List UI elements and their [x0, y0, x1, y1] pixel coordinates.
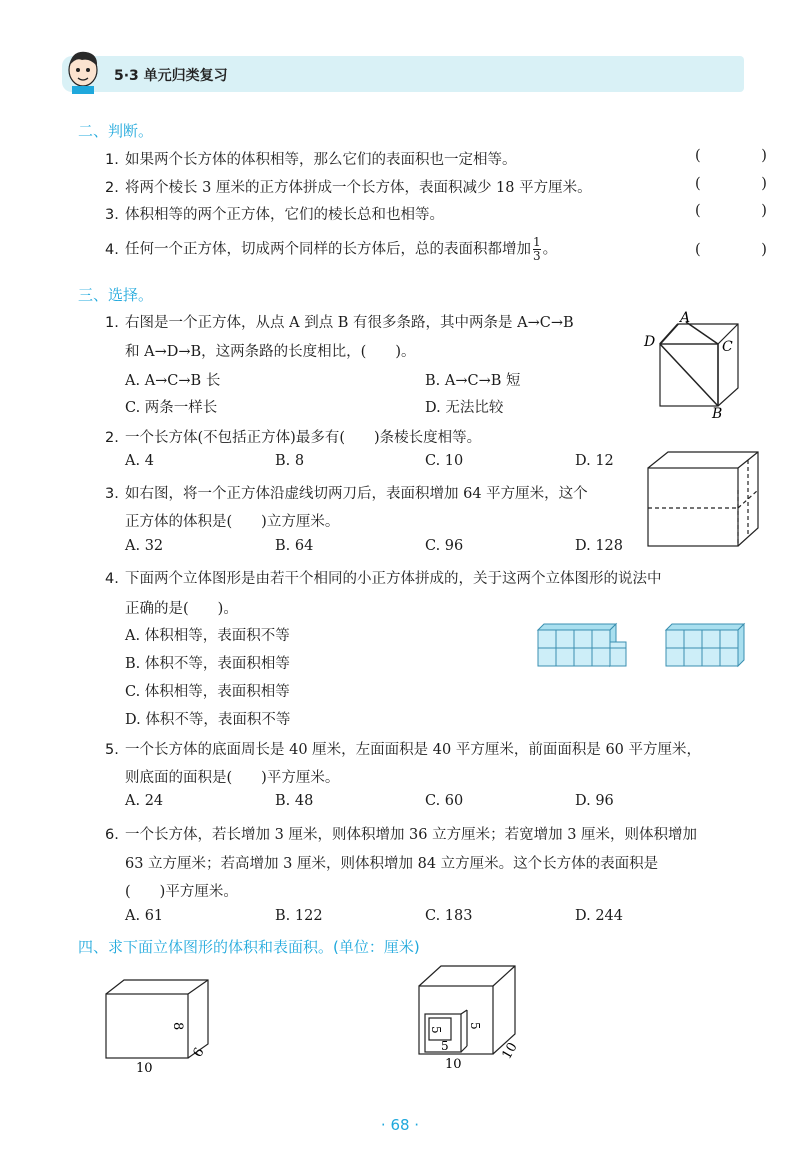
q1-option-b[interactable]: B. A→C→B 短	[425, 373, 521, 389]
q2-option-a[interactable]: A. 4	[125, 453, 154, 469]
q5-option-b[interactable]: B. 48	[275, 793, 314, 809]
judgement-item-4: 4. 任何一个正方体，切成两个同样的长方体后，总的表面积都增加 $\frac{1}{3}$ 。	[105, 235, 558, 263]
header-title: 5·3 单元归类复习	[114, 68, 228, 84]
header-band	[62, 56, 744, 92]
mascot-icon	[64, 48, 102, 94]
cuboid-length-label: 10	[136, 1061, 153, 1076]
cube-stack-figure-right	[664, 620, 746, 668]
answer-paren-2[interactable]: ( )	[695, 176, 795, 192]
judgement-item-1: 1. 如果两个长方体的体积相等，那么它们的表面积也一定相等。	[105, 152, 517, 168]
q3-option-d[interactable]: D. 128	[575, 538, 624, 554]
cube-hole-outer-height: 5	[468, 1022, 482, 1030]
cube-label-d: D	[644, 334, 656, 350]
q6-option-d[interactable]: D. 244	[575, 908, 624, 924]
cube-hole-outer-width: 10	[499, 1040, 521, 1062]
answer-paren-3[interactable]: ( )	[695, 203, 795, 219]
q4-option-a[interactable]: A. 体积相等，表面积不等	[125, 628, 290, 644]
q6-option-b[interactable]: B. 122	[275, 908, 323, 924]
q5-option-c[interactable]: C. 60	[425, 793, 464, 809]
choice-q6-line1: 6. 一个长方体，若长增加 3 厘米，则体积增加 36 立方厘米；若宽增加 3 厘米，则体积增加	[105, 827, 698, 843]
judgement-item-2: 2. 将两个棱长 3 厘米的正方体拼成一个长方体，表面积减少 18 平方厘米。	[105, 180, 592, 196]
cube-hole-outer-length: 10	[445, 1057, 462, 1072]
q3-option-c[interactable]: C. 96	[425, 538, 464, 554]
q1-option-d[interactable]: D. 无法比较	[425, 400, 504, 416]
cube-label-a: A	[680, 310, 691, 326]
cuboid-height-label: 8	[170, 1022, 185, 1031]
cube-hole-inner-a: 5	[441, 1039, 449, 1053]
choice-q1-line2: 和 A→D→B，这两条路的长度相比，( )。	[125, 344, 416, 360]
q2-option-c[interactable]: C. 10	[425, 453, 464, 469]
choice-q3-line1: 3. 如右图，将一个正方体沿虚线切两刀后，表面积增加 64 平方厘米，这个	[105, 486, 588, 502]
choice-q1-line1: 1. 右图是一个正方体，从点 A 到点 B 有很多条路，其中两条是 A→C→B	[105, 315, 574, 331]
cube-label-c: C	[722, 339, 733, 355]
choice-q3-line2: 正方体的体积是( )立方厘米。	[125, 514, 340, 530]
q5-option-a[interactable]: A. 24	[125, 793, 164, 809]
cuboid-figure	[100, 976, 230, 1076]
q2-option-b[interactable]: B. 8	[275, 453, 305, 469]
q4-option-b[interactable]: B. 体积不等，表面积相等	[125, 656, 290, 672]
q4-option-d[interactable]: D. 体积不等，表面积不等	[125, 712, 291, 728]
q5-option-d[interactable]: D. 96	[575, 793, 614, 809]
q2-option-d[interactable]: D. 12	[575, 453, 614, 469]
cube-hole-inner-b: 5	[429, 1026, 443, 1034]
cut-cube-figure	[640, 448, 775, 550]
q1-option-a[interactable]: A. A→C→B 长	[125, 373, 221, 389]
choice-q6-line2: 63 立方厘米；若高增加 3 厘米，则体积增加 84 立方厘米。这个长方体的表面积是	[125, 856, 659, 872]
cuboid-width-label: 6	[190, 1045, 208, 1060]
choice-q4-line2: 正确的是( )。	[125, 601, 238, 617]
q6-option-c[interactable]: C. 183	[425, 908, 473, 924]
cube-with-hole-figure	[405, 960, 530, 1072]
cube-label-b: B	[712, 406, 723, 421]
choice-q6-line3: ( )平方厘米。	[125, 884, 238, 900]
choice-q2: 2. 一个长方体(不包括正方体)最多有( )条棱长度相等。	[105, 430, 482, 446]
answer-paren-1[interactable]: ( )	[695, 148, 795, 164]
q6-option-a[interactable]: A. 61	[125, 908, 164, 924]
q1-option-c[interactable]: C. 两条一样长	[125, 400, 218, 416]
judgement-item-3: 3. 体积相等的两个正方体，它们的棱长总和也相等。	[105, 207, 444, 223]
fraction-one-third: $\frac{1}{3}$	[533, 235, 541, 263]
page-number: · 68 ·	[380, 1116, 420, 1134]
section-volume-title: 四、求下面立体图形的体积和表面积。(单位：厘米)	[78, 938, 420, 956]
section-judgement-title: 二、判断。	[78, 122, 154, 140]
choice-q5-line1: 5. 一个长方体的底面周长是 40 厘米，左面面积是 40 平方厘米，前面面积是 60 平方厘米，	[105, 742, 702, 758]
choice-q5-line2: 则底面的面积是( )平方厘米。	[125, 770, 340, 786]
section-choice-title: 三、选择。	[78, 286, 154, 304]
cube-path-figure	[640, 306, 760, 421]
answer-paren-4[interactable]: ( )	[695, 242, 795, 258]
q4-option-c[interactable]: C. 体积相等，表面积相等	[125, 684, 290, 700]
q3-option-b[interactable]: B. 64	[275, 538, 314, 554]
cube-stack-figure-left	[536, 620, 628, 668]
choice-q4-line1: 4. 下面两个立体图形是由若干个相同的小正方体拼成的，关于这两个立体图形的说法中	[105, 571, 662, 587]
q3-option-a[interactable]: A. 32	[125, 538, 164, 554]
